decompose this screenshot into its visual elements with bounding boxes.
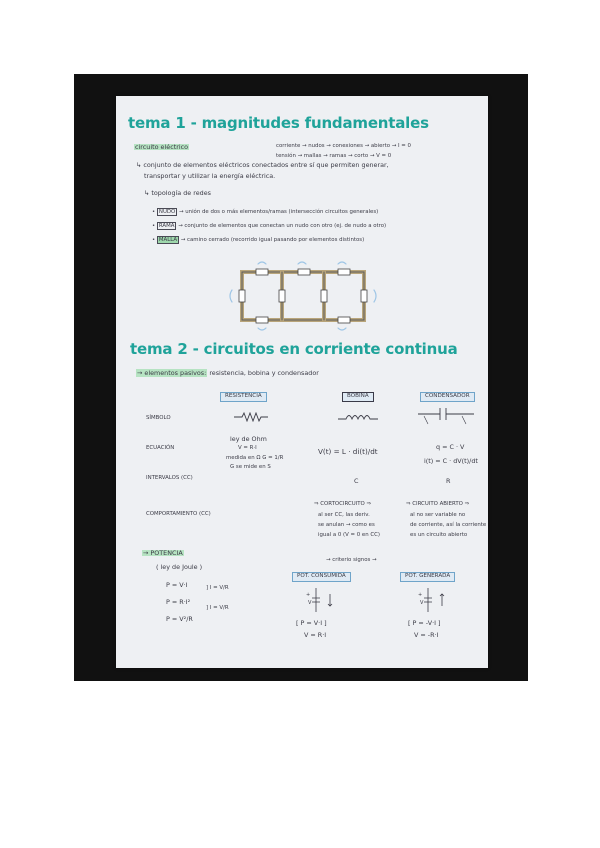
malla-text: → camino cerrado (recorrido igual pasando por elementos distintos) xyxy=(180,237,365,243)
notes-page xyxy=(116,96,488,668)
power-group-1: ] I = V/R xyxy=(206,585,229,591)
eq-line-2: tensión → mallas → ramas → corto → V = 0 xyxy=(276,153,392,159)
pot-generada: POT. GENERADA xyxy=(400,572,455,582)
inductor-symbol-icon xyxy=(338,412,378,422)
malla-label: MALLA xyxy=(158,237,178,243)
circuito-heading: circuito eléctrico xyxy=(135,143,189,151)
bobina-eq: V(t) = L · di(t)/dt xyxy=(318,447,378,456)
col-condensador: CONDENSADOR xyxy=(420,392,475,402)
nudo-row: • NUDO → unión de dos o más elementos/ramas (intersección circuitos generales) xyxy=(152,209,379,215)
definition-line-2: transportar y utilizar la energía eléctrica. xyxy=(144,172,276,180)
svg-text:+: + xyxy=(306,592,311,598)
capacitor-symbol-icon xyxy=(418,406,474,428)
ley-ohm: ley de Ohm xyxy=(230,435,267,443)
tema1-title: tema 1 - magnitudes fundamentales xyxy=(128,114,429,132)
tema2-title: tema 2 - circuitos en corriente continua xyxy=(130,340,458,358)
rama-row: • RAMA → conjunto de elementos que conectan un nudo con otro (ej. de nudo a otro) xyxy=(152,223,387,229)
bobina-comp-2: al ser CC, las deriv. xyxy=(318,512,370,518)
svg-text:+: + xyxy=(418,592,423,598)
cond-comp-2: al no ser variable no xyxy=(410,512,466,518)
power-group-1-text: I = V/R xyxy=(209,585,229,591)
cond-eq-2: i(t) = C · dV(t)/dt xyxy=(424,457,478,465)
bobina-comp-4: igual a 0 (V = 0 en CC) xyxy=(318,532,380,538)
svg-text:V: V xyxy=(420,600,424,606)
bobina-interval: C xyxy=(354,477,359,485)
power-eq-1: P = V·I xyxy=(166,581,188,589)
rama-label: RAMA xyxy=(158,223,175,229)
power-eq-3: P = V²/R xyxy=(166,615,193,623)
circuit-diagram xyxy=(228,260,378,334)
row-simbolo: SÍMBOLO xyxy=(146,415,171,421)
bobina-comp-1: ⇒ CORTOCIRCUITO ⇒ xyxy=(314,501,372,507)
row-comportamiento: COMPORTAMIENTO (CC) xyxy=(146,511,211,517)
cond-comp-3: de corriente, así la corriente xyxy=(410,522,487,528)
power-group-2-text: I = V/R xyxy=(209,605,229,611)
cond-eq-1: q = C · V xyxy=(436,443,465,451)
consumed-eq-1: [ P = V·I ] xyxy=(296,619,327,627)
consumed-element-icon xyxy=(306,588,346,612)
generated-eq-1: [ P = -V·I ] xyxy=(408,619,441,627)
eq-line-1: corriente → nudos → conexiones → abierto → I = 0 xyxy=(276,143,411,149)
consumed-eq-2: V = R·I xyxy=(304,631,327,639)
cond-comp-1: ⇒ CIRCUITO ABIERTO ⇒ xyxy=(406,501,470,507)
elementos-row xyxy=(136,370,319,376)
potencia-heading: → POTENCIA xyxy=(143,549,183,557)
rama-text: → conjunto de elementos que conectan un nudo con otro (ej. de nudo a otro) xyxy=(178,223,387,229)
ley-ohm-eq: V = R·I xyxy=(238,445,257,451)
topologia-heading: ↳ topología de redes xyxy=(144,189,211,197)
ley-ohm-note-2: G se mide en S xyxy=(230,464,271,470)
row-ecuacion: ECUACIÓN xyxy=(146,445,175,451)
elementos-heading: → elementos pasivos: xyxy=(137,369,207,377)
elementos-text: resistencia, bobina y condensador xyxy=(209,369,319,377)
nudo-text: → unión de dos o más elementos/ramas (intersección circuitos generales) xyxy=(179,209,379,215)
generated-eq-2: V = -R·I xyxy=(414,631,439,639)
ley-ohm-note-1: medida en Ω G = 1/R xyxy=(226,455,284,461)
definition-line-1: ↳ conjunto de elementos eléctricos conectados entre sí que permiten generar, xyxy=(136,161,389,169)
bobina-comp-3: se anulan → como es xyxy=(318,522,375,528)
col-resistencia: RESISTENCIA xyxy=(220,392,267,402)
col-bobina: BOBINA xyxy=(342,392,374,402)
svg-text:V: V xyxy=(308,600,312,606)
malla-row: • MALLA → camino cerrado (recorrido igual pasando por elementos distintos) xyxy=(152,237,365,243)
nudo-label: NUDO xyxy=(158,209,176,215)
row-intervalos: INTERVALOS (CC) xyxy=(146,475,193,481)
cond-comp-4: es un circuito abierto xyxy=(410,532,468,538)
cond-interval: R xyxy=(446,477,451,485)
criterio-signos: → criterio signos → xyxy=(326,557,377,563)
resistor-symbol-icon xyxy=(234,412,268,422)
power-group-2: ] I = V/R xyxy=(206,605,229,611)
joule-heading: ( ley de Joule ) xyxy=(156,563,203,571)
power-eq-2: P = R·I² xyxy=(166,598,191,606)
pot-consumida: POT. CONSUMIDA xyxy=(292,572,351,582)
generated-element-icon xyxy=(418,588,458,612)
